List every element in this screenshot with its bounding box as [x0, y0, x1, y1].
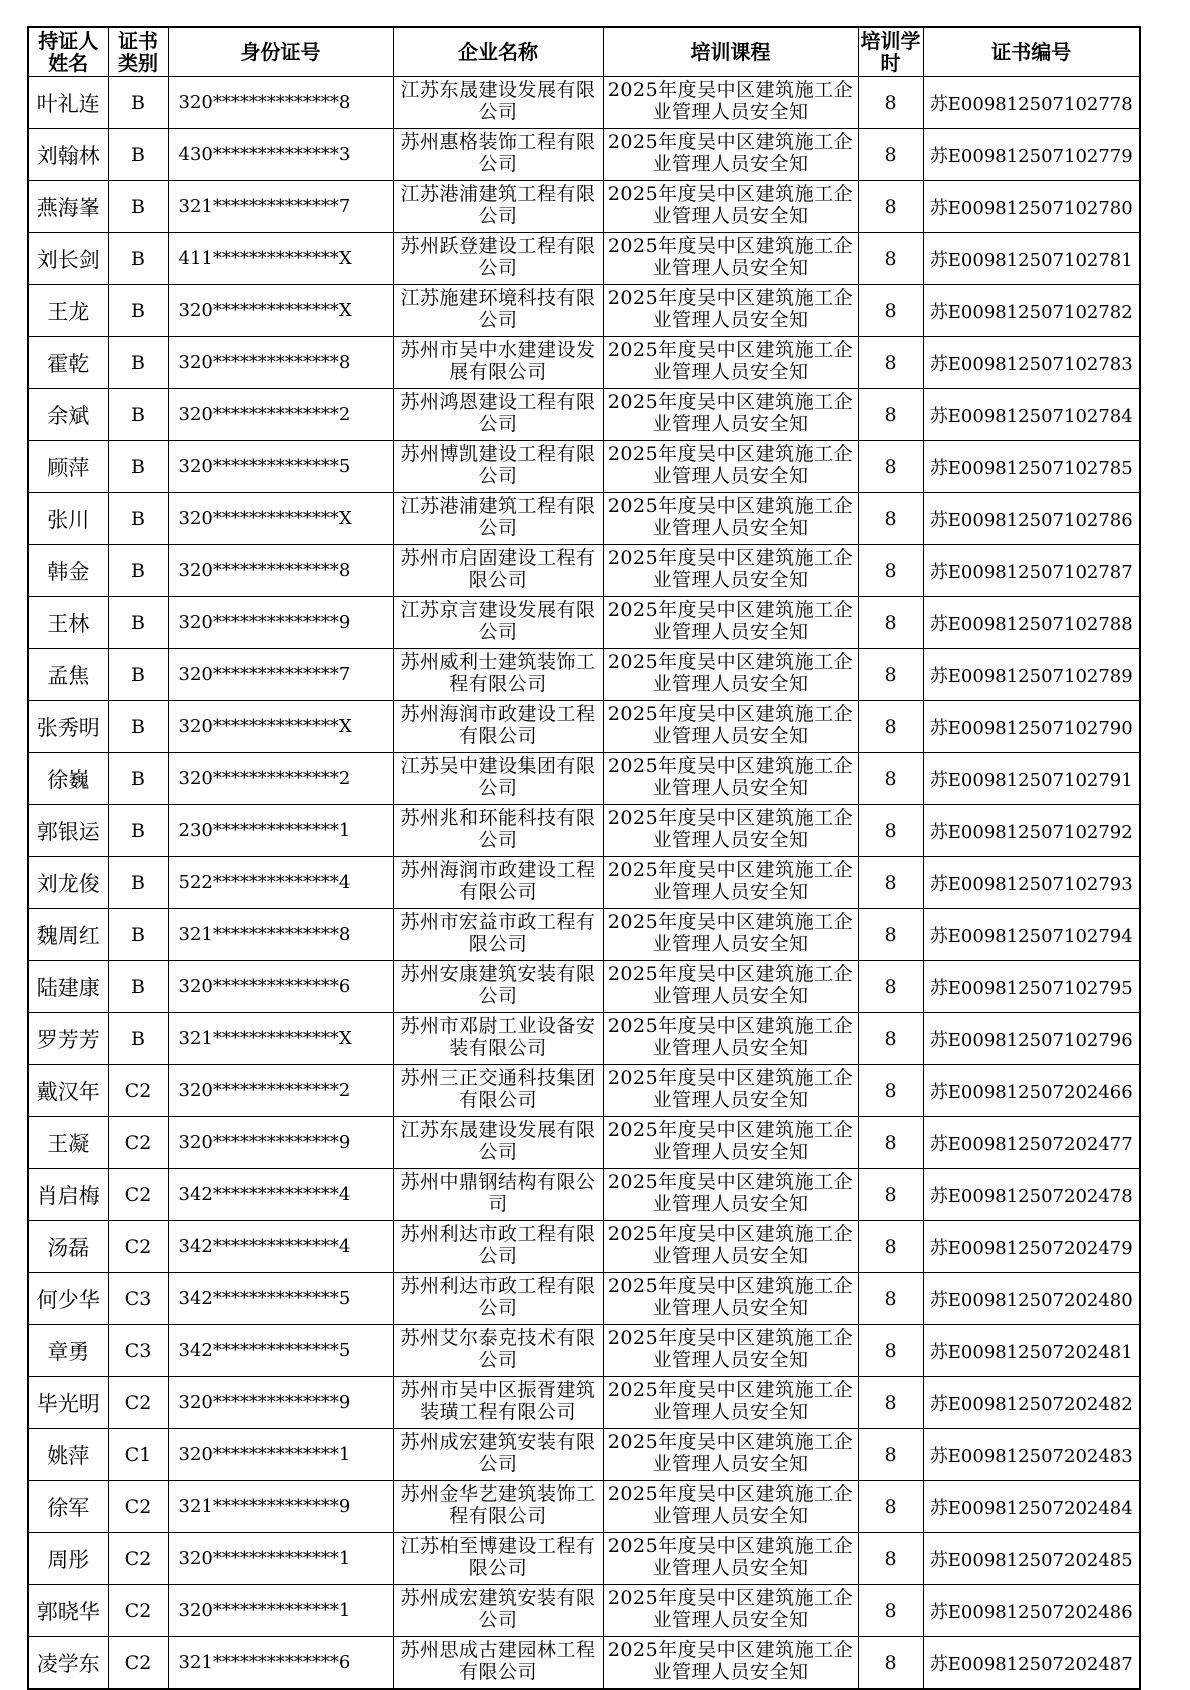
cell-id-number: 320**************2 [168, 1065, 393, 1117]
cell-course: 2025年度吴中区建筑施工企业管理人员安全知 [603, 1117, 858, 1169]
cell-cert-no: 苏E009812507202482 [923, 1377, 1140, 1429]
cell-name: 周彤 [28, 1533, 108, 1585]
cell-company: 江苏港浦建筑工程有限公司 [393, 493, 603, 545]
cell-category: C3 [108, 1325, 168, 1377]
cell-category: C2 [108, 1637, 168, 1690]
cell-name: 章勇 [28, 1325, 108, 1377]
cell-cert-no: 苏E009812507202487 [923, 1637, 1140, 1690]
cell-course: 2025年度吴中区建筑施工企业管理人员安全知 [603, 1585, 858, 1637]
table-row [28, 1637, 1140, 1690]
cell-name: 顾萍 [28, 441, 108, 493]
cell-course: 2025年度吴中区建筑施工企业管理人员安全知 [603, 545, 858, 597]
table-row [28, 1585, 1140, 1637]
cell-company: 苏州安康建筑安装有限公司 [393, 961, 603, 1013]
cell-category: C3 [108, 1273, 168, 1325]
cell-hours: 8 [858, 909, 923, 961]
cell-cert-no: 苏E009812507102791 [923, 753, 1140, 805]
cell-cert-no: 苏E009812507102785 [923, 441, 1140, 493]
cell-id-number: 230**************1 [168, 805, 393, 857]
cell-id-number: 320**************7 [168, 649, 393, 701]
cell-cert-no: 苏E009812507102792 [923, 805, 1140, 857]
cell-course: 2025年度吴中区建筑施工企业管理人员安全知 [603, 701, 858, 753]
cell-hours: 8 [858, 649, 923, 701]
cell-hours: 8 [858, 1585, 923, 1637]
table-row [28, 701, 1140, 753]
cell-cert-no: 苏E009812507202466 [923, 1065, 1140, 1117]
table-row [28, 1429, 1140, 1481]
cell-course: 2025年度吴中区建筑施工企业管理人员安全知 [603, 597, 858, 649]
cell-name: 韩金 [28, 545, 108, 597]
cell-cert-no: 苏E009812507102783 [923, 337, 1140, 389]
cell-category: B [108, 493, 168, 545]
cell-category: C1 [108, 1429, 168, 1481]
cell-company: 苏州成宏建筑安装有限公司 [393, 1585, 603, 1637]
cell-id-number: 320**************X [168, 493, 393, 545]
table-row [28, 285, 1140, 337]
cell-name: 王林 [28, 597, 108, 649]
cell-course: 2025年度吴中区建筑施工企业管理人员安全知 [603, 1481, 858, 1533]
cell-cert-no: 苏E009812507202484 [923, 1481, 1140, 1533]
cell-category: B [108, 857, 168, 909]
table-row [28, 649, 1140, 701]
cell-course: 2025年度吴中区建筑施工企业管理人员安全知 [603, 753, 858, 805]
cell-id-number: 342**************5 [168, 1325, 393, 1377]
cell-cert-no: 苏E009812507202486 [923, 1585, 1140, 1637]
cell-course: 2025年度吴中区建筑施工企业管理人员安全知 [603, 1169, 858, 1221]
cell-name: 毕光明 [28, 1377, 108, 1429]
cell-course: 2025年度吴中区建筑施工企业管理人员安全知 [603, 1065, 858, 1117]
cell-cert-no: 苏E009812507102784 [923, 389, 1140, 441]
cell-hours: 8 [858, 77, 923, 129]
cell-hours: 8 [858, 857, 923, 909]
cell-name: 何少华 [28, 1273, 108, 1325]
cell-company: 苏州市吴中水建建设发展有限公司 [393, 337, 603, 389]
cell-name: 罗芳芳 [28, 1013, 108, 1065]
cell-cert-no: 苏E009812507102780 [923, 181, 1140, 233]
cell-hours: 8 [858, 493, 923, 545]
cell-name: 孟焦 [28, 649, 108, 701]
cell-id-number: 320**************2 [168, 753, 393, 805]
table-row [28, 1013, 1140, 1065]
cell-company: 苏州金华艺建筑装饰工程有限公司 [393, 1481, 603, 1533]
cell-course: 2025年度吴中区建筑施工企业管理人员安全知 [603, 1637, 858, 1690]
cell-cert-no: 苏E009812507102781 [923, 233, 1140, 285]
cell-hours: 8 [858, 545, 923, 597]
cell-course: 2025年度吴中区建筑施工企业管理人员安全知 [603, 909, 858, 961]
cell-name: 王凝 [28, 1117, 108, 1169]
cell-company: 江苏东晟建设发展有限公司 [393, 77, 603, 129]
table-header [28, 27, 1140, 77]
cell-name: 霍乾 [28, 337, 108, 389]
cell-name: 刘龙俊 [28, 857, 108, 909]
cell-course: 2025年度吴中区建筑施工企业管理人员安全知 [603, 181, 858, 233]
table-row [28, 1325, 1140, 1377]
cell-category: B [108, 701, 168, 753]
table-row [28, 1221, 1140, 1273]
cell-category: C2 [108, 1221, 168, 1273]
cell-id-number: 342**************5 [168, 1273, 393, 1325]
cell-hours: 8 [858, 753, 923, 805]
cell-hours: 8 [858, 1325, 923, 1377]
cell-hours: 8 [858, 233, 923, 285]
cell-name: 徐军 [28, 1481, 108, 1533]
table-row [28, 77, 1140, 129]
cell-cert-no: 苏E009812507202479 [923, 1221, 1140, 1273]
cell-id-number: 321**************7 [168, 181, 393, 233]
cell-cert-no: 苏E009812507202481 [923, 1325, 1140, 1377]
cell-cert-no: 苏E009812507202485 [923, 1533, 1140, 1585]
cell-cert-no: 苏E009812507102793 [923, 857, 1140, 909]
cell-company: 苏州成宏建筑安装有限公司 [393, 1429, 603, 1481]
cell-hours: 8 [858, 1117, 923, 1169]
cell-company: 江苏京言建设发展有限公司 [393, 597, 603, 649]
cell-category: C2 [108, 1169, 168, 1221]
cell-company: 苏州兆和环能科技有限公司 [393, 805, 603, 857]
cell-company: 苏州市邓尉工业设备安装有限公司 [393, 1013, 603, 1065]
cell-company: 苏州利达市政工程有限公司 [393, 1273, 603, 1325]
cell-hours: 8 [858, 1377, 923, 1429]
cell-cert-no: 苏E009812507102796 [923, 1013, 1140, 1065]
cell-id-number: 321**************6 [168, 1637, 393, 1690]
cell-id-number: 342**************4 [168, 1221, 393, 1273]
cell-cert-no: 苏E009812507102795 [923, 961, 1140, 1013]
cell-course: 2025年度吴中区建筑施工企业管理人员安全知 [603, 1325, 858, 1377]
cell-cert-no: 苏E009812507102778 [923, 77, 1140, 129]
cell-course: 2025年度吴中区建筑施工企业管理人员安全知 [603, 1221, 858, 1273]
cell-course: 2025年度吴中区建筑施工企业管理人员安全知 [603, 337, 858, 389]
cell-id-number: 320**************X [168, 285, 393, 337]
cell-course: 2025年度吴中区建筑施工企业管理人员安全知 [603, 129, 858, 181]
cell-name: 姚萍 [28, 1429, 108, 1481]
cell-hours: 8 [858, 961, 923, 1013]
cell-name: 刘翰林 [28, 129, 108, 181]
cell-course: 2025年度吴中区建筑施工企业管理人员安全知 [603, 285, 858, 337]
cell-hours: 8 [858, 805, 923, 857]
cell-id-number: 320**************X [168, 701, 393, 753]
cell-course: 2025年度吴中区建筑施工企业管理人员安全知 [603, 389, 858, 441]
cell-id-number: 320**************1 [168, 1429, 393, 1481]
cell-category: B [108, 129, 168, 181]
cell-course: 2025年度吴中区建筑施工企业管理人员安全知 [603, 1377, 858, 1429]
table-row [28, 1117, 1140, 1169]
cell-hours: 8 [858, 1221, 923, 1273]
table-row [28, 545, 1140, 597]
cell-cert-no: 苏E009812507102782 [923, 285, 1140, 337]
cell-category: B [108, 961, 168, 1013]
cell-id-number: 320**************8 [168, 77, 393, 129]
cell-company: 苏州威利士建筑装饰工程有限公司 [393, 649, 603, 701]
cell-cert-no: 苏E009812507202478 [923, 1169, 1140, 1221]
cell-category: B [108, 441, 168, 493]
cell-hours: 8 [858, 285, 923, 337]
header-name: 持证人姓名 [28, 27, 108, 77]
cell-course: 2025年度吴中区建筑施工企业管理人员安全知 [603, 1429, 858, 1481]
cell-category: B [108, 181, 168, 233]
cell-hours: 8 [858, 1481, 923, 1533]
table-row [28, 1273, 1140, 1325]
cell-id-number: 320**************1 [168, 1585, 393, 1637]
cell-hours: 8 [858, 701, 923, 753]
cell-course: 2025年度吴中区建筑施工企业管理人员安全知 [603, 857, 858, 909]
cell-category: C2 [108, 1377, 168, 1429]
cell-company: 苏州市吴中区振胥建筑装璜工程有限公司 [393, 1377, 603, 1429]
cell-name: 凌学东 [28, 1637, 108, 1690]
cell-category: B [108, 649, 168, 701]
header-cert-no: 证书编号 [923, 27, 1140, 77]
header-company: 企业名称 [393, 27, 603, 77]
table-row [28, 441, 1140, 493]
table-row [28, 805, 1140, 857]
cell-name: 戴汉年 [28, 1065, 108, 1117]
cell-hours: 8 [858, 1169, 923, 1221]
cell-name: 张秀明 [28, 701, 108, 753]
table-row [28, 1481, 1140, 1533]
cell-company: 苏州利达市政工程有限公司 [393, 1221, 603, 1273]
cell-hours: 8 [858, 1637, 923, 1690]
table-row [28, 1533, 1140, 1585]
cell-company: 江苏施建环境科技有限公司 [393, 285, 603, 337]
cell-company: 苏州海润市政建设工程有限公司 [393, 857, 603, 909]
cell-cert-no: 苏E009812507102779 [923, 129, 1140, 181]
table-row [28, 129, 1140, 181]
table-row [28, 1169, 1140, 1221]
table-row [28, 1065, 1140, 1117]
cell-company: 苏州鸿恩建设工程有限公司 [393, 389, 603, 441]
cell-course: 2025年度吴中区建筑施工企业管理人员安全知 [603, 493, 858, 545]
cell-hours: 8 [858, 1013, 923, 1065]
cell-cert-no: 苏E009812507102787 [923, 545, 1140, 597]
cell-hours: 8 [858, 389, 923, 441]
cell-category: B [108, 753, 168, 805]
cell-name: 叶礼连 [28, 77, 108, 129]
table-row [28, 909, 1140, 961]
table-row [28, 493, 1140, 545]
cell-name: 陆建康 [28, 961, 108, 1013]
header-id-number: 身份证号 [168, 27, 393, 77]
cell-cert-no: 苏E009812507102786 [923, 493, 1140, 545]
table-row [28, 181, 1140, 233]
cell-id-number: 342**************4 [168, 1169, 393, 1221]
table-row [28, 233, 1140, 285]
cell-company: 江苏港浦建筑工程有限公司 [393, 181, 603, 233]
cell-course: 2025年度吴中区建筑施工企业管理人员安全知 [603, 441, 858, 493]
cell-course: 2025年度吴中区建筑施工企业管理人员安全知 [603, 961, 858, 1013]
cell-company: 苏州三正交通科技集团有限公司 [393, 1065, 603, 1117]
cell-id-number: 321**************9 [168, 1481, 393, 1533]
cell-name: 魏周红 [28, 909, 108, 961]
cell-id-number: 320**************9 [168, 1117, 393, 1169]
cell-company: 江苏柏至博建设工程有限公司 [393, 1533, 603, 1585]
table-row [28, 857, 1140, 909]
cell-cert-no: 苏E009812507102788 [923, 597, 1140, 649]
cell-course: 2025年度吴中区建筑施工企业管理人员安全知 [603, 649, 858, 701]
header-course: 培训课程 [603, 27, 858, 77]
cell-cert-no: 苏E009812507102789 [923, 649, 1140, 701]
header-row [28, 27, 1140, 77]
cell-category: B [108, 909, 168, 961]
header-category: 证书类别 [108, 27, 168, 77]
cell-name: 肖启梅 [28, 1169, 108, 1221]
cell-category: B [108, 805, 168, 857]
cell-course: 2025年度吴中区建筑施工企业管理人员安全知 [603, 77, 858, 129]
cell-id-number: 320**************9 [168, 597, 393, 649]
cell-id-number: 430**************3 [168, 129, 393, 181]
cell-company: 苏州博凯建设工程有限公司 [393, 441, 603, 493]
header-hours: 培训学时 [858, 27, 923, 77]
cell-cert-no: 苏E009812507102794 [923, 909, 1140, 961]
cell-company: 苏州市启固建设工程有限公司 [393, 545, 603, 597]
cell-category: B [108, 389, 168, 441]
table-row [28, 753, 1140, 805]
cell-id-number: 411**************X [168, 233, 393, 285]
cell-hours: 8 [858, 597, 923, 649]
cell-category: B [108, 285, 168, 337]
cell-category: C2 [108, 1481, 168, 1533]
cell-hours: 8 [858, 1065, 923, 1117]
cell-cert-no: 苏E009812507202480 [923, 1273, 1140, 1325]
cell-company: 江苏东晟建设发展有限公司 [393, 1117, 603, 1169]
cell-category: B [108, 337, 168, 389]
cell-hours: 8 [858, 1273, 923, 1325]
cell-name: 张川 [28, 493, 108, 545]
cell-category: B [108, 1013, 168, 1065]
cell-id-number: 320**************6 [168, 961, 393, 1013]
cell-company: 江苏吴中建设集团有限公司 [393, 753, 603, 805]
cell-hours: 8 [858, 1429, 923, 1481]
cell-id-number: 320**************1 [168, 1533, 393, 1585]
cell-company: 苏州市宏益市政工程有限公司 [393, 909, 603, 961]
cell-company: 苏州中鼎钢结构有限公司 [393, 1169, 603, 1221]
cell-category: C2 [108, 1533, 168, 1585]
cell-id-number: 320**************2 [168, 389, 393, 441]
cell-category: B [108, 545, 168, 597]
certificate-table [27, 26, 1141, 1690]
cell-course: 2025年度吴中区建筑施工企业管理人员安全知 [603, 1273, 858, 1325]
cell-company: 苏州艾尔泰克技术有限公司 [393, 1325, 603, 1377]
table-row [28, 337, 1140, 389]
cell-id-number: 321**************8 [168, 909, 393, 961]
cell-category: B [108, 77, 168, 129]
cell-hours: 8 [858, 337, 923, 389]
cell-category: C2 [108, 1585, 168, 1637]
cell-id-number: 320**************5 [168, 441, 393, 493]
cell-id-number: 320**************9 [168, 1377, 393, 1429]
table-row [28, 389, 1140, 441]
cell-name: 刘长剑 [28, 233, 108, 285]
cell-company: 苏州惠格装饰工程有限公司 [393, 129, 603, 181]
cell-id-number: 321**************X [168, 1013, 393, 1065]
cell-name: 郭晓华 [28, 1585, 108, 1637]
cell-category: B [108, 597, 168, 649]
cell-hours: 8 [858, 181, 923, 233]
cell-hours: 8 [858, 441, 923, 493]
cell-course: 2025年度吴中区建筑施工企业管理人员安全知 [603, 1013, 858, 1065]
cell-category: C2 [108, 1117, 168, 1169]
cell-hours: 8 [858, 129, 923, 181]
table-row [28, 597, 1140, 649]
cell-cert-no: 苏E009812507202477 [923, 1117, 1140, 1169]
cell-course: 2025年度吴中区建筑施工企业管理人员安全知 [603, 1533, 858, 1585]
table-row [28, 961, 1140, 1013]
cell-id-number: 320**************8 [168, 545, 393, 597]
cell-category: C2 [108, 1065, 168, 1117]
cell-company: 苏州海润市政建设工程有限公司 [393, 701, 603, 753]
cell-name: 汤磊 [28, 1221, 108, 1273]
table-body [28, 77, 1140, 1690]
cell-name: 王龙 [28, 285, 108, 337]
cell-course: 2025年度吴中区建筑施工企业管理人员安全知 [603, 233, 858, 285]
cell-name: 燕海峯 [28, 181, 108, 233]
cell-name: 余斌 [28, 389, 108, 441]
table-row [28, 1377, 1140, 1429]
cell-cert-no: 苏E009812507102790 [923, 701, 1140, 753]
cell-id-number: 522**************4 [168, 857, 393, 909]
cell-company: 苏州跃登建设工程有限公司 [393, 233, 603, 285]
cell-hours: 8 [858, 1533, 923, 1585]
cell-id-number: 320**************8 [168, 337, 393, 389]
cell-cert-no: 苏E009812507202483 [923, 1429, 1140, 1481]
cell-company: 苏州思成古建园林工程有限公司 [393, 1637, 603, 1690]
cell-name: 郭银运 [28, 805, 108, 857]
cell-course: 2025年度吴中区建筑施工企业管理人员安全知 [603, 805, 858, 857]
cell-category: B [108, 233, 168, 285]
cell-name: 徐巍 [28, 753, 108, 805]
